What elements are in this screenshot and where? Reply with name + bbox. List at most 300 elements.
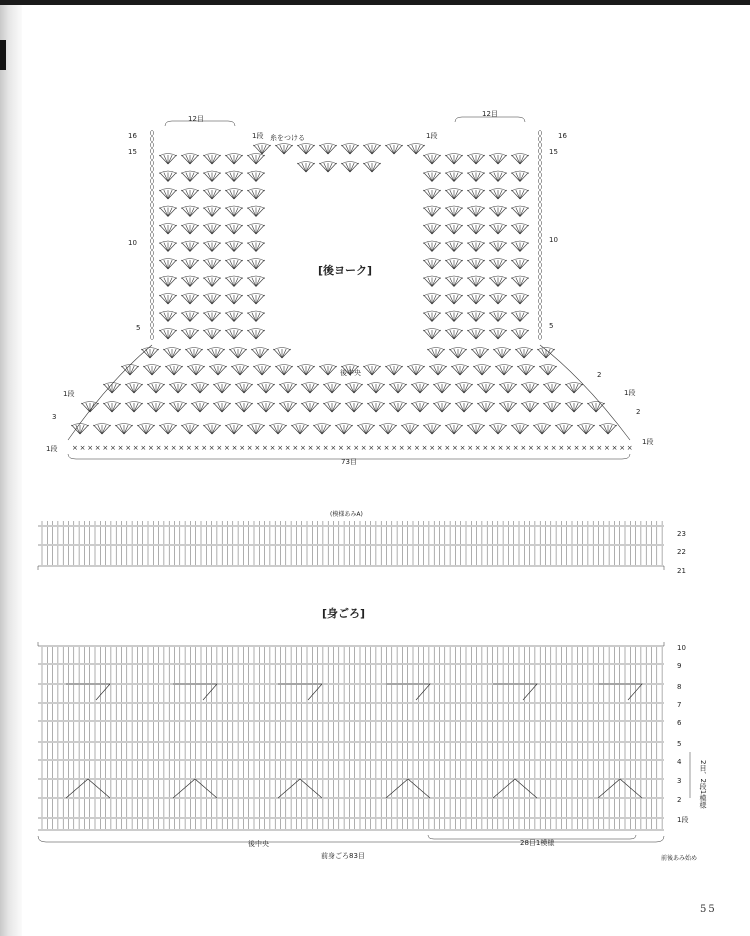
yoke-row-right-5: 5 (549, 322, 554, 330)
shell-stitch (489, 241, 507, 252)
shell-stitch (115, 424, 133, 435)
chain-stitch (151, 317, 154, 322)
shell-stitch (181, 311, 199, 322)
yoke-row-right-2a: 2 (597, 371, 602, 379)
shell-stitch (489, 276, 507, 287)
chain-stitch (151, 275, 154, 280)
shell-stitch (385, 365, 403, 376)
chain-stitch (151, 329, 154, 334)
shell-stitch (555, 424, 573, 435)
single-crochet-mark: × (383, 444, 390, 452)
chain-stitch (151, 149, 154, 154)
shell-stitch (433, 402, 451, 413)
single-crochet-mark: × (528, 444, 534, 452)
chain-stitch (151, 239, 154, 244)
shell-stitch (247, 276, 265, 287)
shell-stitch (335, 424, 353, 435)
single-crochet-mark: × (322, 444, 329, 452)
shell-stitch (511, 294, 529, 305)
shell-stitch (389, 402, 407, 413)
single-crochet-mark: × (224, 444, 230, 452)
shell-stitch (253, 365, 271, 376)
chain-stitch (539, 233, 542, 238)
shell-stitch (225, 241, 243, 252)
shell-stitch (181, 294, 199, 305)
shell-stitch (467, 171, 485, 182)
chain-stitch (151, 287, 154, 292)
shell-stitch (449, 348, 467, 359)
single-crochet-mark: × (125, 444, 132, 452)
shell-stitch (445, 206, 463, 217)
shell-stitch (247, 171, 265, 182)
chain-stitch (539, 191, 542, 196)
shell-stitch (203, 171, 221, 182)
shell-stitch (297, 144, 315, 155)
single-crochet-mark: × (300, 444, 306, 452)
shell-stitch (301, 383, 319, 394)
shell-stitch (345, 402, 363, 413)
shell-stitch (231, 365, 249, 376)
shell-stitch (225, 276, 243, 287)
yoke-row-right-2b: 2 (636, 408, 641, 416)
shell-stitch (467, 294, 485, 305)
shell-stitch (467, 154, 485, 165)
yoke-title: [後ヨーク] (318, 264, 373, 277)
shell-stitch (251, 348, 269, 359)
shell-stitch (423, 189, 441, 200)
shell-stitch (159, 311, 177, 322)
single-crochet-mark: × (315, 444, 322, 452)
yoke-join-note: 糸をつける (270, 134, 305, 142)
shell-stitch (473, 365, 491, 376)
single-crochet-mark: × (353, 444, 360, 452)
shell-stitch (511, 154, 529, 165)
shell-stitch (247, 294, 265, 305)
shell-stitch (159, 259, 177, 270)
single-crochet-mark: × (520, 444, 527, 452)
shell-stitch (257, 402, 275, 413)
shell-stitch (495, 365, 513, 376)
chain-stitch (151, 299, 154, 304)
chain-stitch (151, 131, 154, 136)
body-row-8: 8 (677, 683, 682, 691)
shell-stitch (121, 365, 139, 376)
single-crochet-mark: × (163, 444, 170, 452)
shell-stitch (599, 424, 617, 435)
shell-stitch (367, 383, 385, 394)
shell-stitch (181, 189, 199, 200)
shell-stitch (455, 402, 473, 413)
shell-stitch (467, 206, 485, 217)
single-crochet-mark: × (436, 444, 443, 452)
shell-stitch (467, 259, 485, 270)
chain-stitch (151, 185, 154, 190)
shell-stitch (489, 259, 507, 270)
shell-stitch (159, 276, 177, 287)
yoke-row-right-10: 10 (549, 236, 558, 244)
single-crochet-mark: × (398, 444, 405, 452)
shell-stitch (521, 383, 539, 394)
yoke-bottom-count: 73目 (341, 458, 357, 466)
body-row-3: 3 (677, 777, 682, 785)
body-row-5: 5 (677, 740, 682, 748)
shell-stitch (411, 402, 429, 413)
chain-stitch (539, 149, 542, 154)
body-row-2: 2 (677, 796, 682, 804)
yoke-row-left-base: 1段 (46, 445, 58, 453)
single-crochet-mark: × (474, 444, 481, 452)
single-crochet-mark: × (391, 444, 398, 452)
shell-stitch (445, 276, 463, 287)
shell-stitch (319, 162, 337, 173)
shell-stitch (301, 402, 319, 413)
body-gap (36, 570, 666, 642)
chain-stitch (539, 245, 542, 250)
motif-bottom (278, 779, 322, 798)
shell-stitch (489, 329, 507, 340)
chain-stitch (151, 233, 154, 238)
shell-stitch (257, 383, 275, 394)
chain-stitch (151, 143, 154, 148)
single-crochet-mark: × (421, 444, 428, 452)
shell-stitch (187, 365, 205, 376)
shell-stitch (467, 276, 485, 287)
shell-stitch (407, 144, 425, 155)
shell-stitch (477, 383, 495, 394)
shell-stitch (247, 206, 265, 217)
body-repeat-note: 2目、2段1模様 (699, 760, 707, 809)
shell-stitch (423, 424, 441, 435)
shell-stitch (445, 424, 463, 435)
body-row-4: 4 (677, 758, 682, 766)
body-row-21: 21 (677, 567, 686, 575)
yoke-row-left-5: 5 (136, 324, 141, 332)
shell-stitch (181, 329, 199, 340)
shell-stitch (587, 402, 605, 413)
yoke-row-left-3: 3 (52, 413, 57, 421)
single-crochet-mark: × (262, 444, 268, 452)
shell-stitch (565, 383, 583, 394)
shell-stitch (511, 224, 529, 235)
shell-stitch (533, 424, 551, 435)
body-start-note: 前後あみ始め (661, 855, 698, 862)
shell-stitch (159, 171, 177, 182)
shell-stitch (247, 241, 265, 252)
yoke-row-left-15: 15 (128, 148, 137, 156)
shell-stitch (477, 402, 495, 413)
body-pattern-repeat: 28目1模様 (520, 839, 555, 847)
single-crochet-mark: × (208, 444, 215, 452)
single-crochet-mark: × (292, 444, 299, 452)
single-crochet-mark: × (604, 444, 610, 452)
shell-stitch (341, 144, 359, 155)
shell-stitch (423, 206, 441, 217)
shell-stitch (159, 424, 177, 435)
chain-stitch (151, 191, 154, 196)
shell-stitch (323, 383, 341, 394)
shell-stitch (511, 329, 529, 340)
yoke-row-left-10: 10 (128, 239, 137, 247)
body-center-label: 後中央 (248, 840, 269, 848)
shell-stitch (225, 424, 243, 435)
page-number: 55 (700, 904, 717, 915)
shell-stitch (499, 402, 517, 413)
single-crochet-mark: × (94, 444, 101, 452)
shell-stitch (291, 424, 309, 435)
shell-stitch (511, 189, 529, 200)
shell-stitch (279, 402, 297, 413)
motif-bottom (66, 779, 110, 798)
single-crochet-mark: × (566, 444, 572, 452)
chain-stitch (151, 155, 154, 160)
shell-stitch (511, 241, 529, 252)
chain-stitch (539, 335, 542, 340)
shell-stitch (577, 424, 595, 435)
shell-stitch (499, 383, 517, 394)
shell-stitch (445, 224, 463, 235)
shell-stitch (229, 348, 247, 359)
shell-stitch (297, 365, 315, 376)
single-crochet-mark: × (619, 444, 626, 452)
single-crochet-mark: × (596, 444, 603, 452)
shell-stitch (159, 241, 177, 252)
shell-stitch (225, 154, 243, 165)
shell-stitch (467, 311, 485, 322)
shell-stitch (103, 402, 121, 413)
shell-stitch (181, 259, 199, 270)
shell-stitch (181, 241, 199, 252)
single-crochet-mark: × (193, 444, 200, 452)
chain-stitch (539, 269, 542, 274)
single-crochet-mark: × (246, 444, 253, 452)
shell-stitch (143, 365, 161, 376)
single-crochet-mark: × (360, 444, 367, 452)
chain-stitch (539, 257, 542, 262)
single-crochet-mark: × (330, 444, 337, 452)
body-row-23: 23 (677, 530, 686, 538)
shell-stitch (537, 348, 555, 359)
shell-stitch (511, 311, 529, 322)
chain-stitch (539, 203, 542, 208)
body-stitch-chart (36, 521, 690, 842)
shell-stitch (169, 402, 187, 413)
shell-stitch (445, 259, 463, 270)
yoke-row-right-16: 16 (558, 132, 567, 140)
shell-stitch (323, 402, 341, 413)
chain-stitch (151, 281, 154, 286)
shell-stitch (203, 241, 221, 252)
single-crochet-mark: × (368, 444, 375, 452)
single-crochet-mark: × (459, 444, 466, 452)
shell-stitch (423, 329, 441, 340)
shell-stitch (543, 402, 561, 413)
yoke-width-left: 12目 (188, 115, 204, 123)
single-crochet-mark: × (269, 444, 276, 452)
body-row-1: 1段 (677, 816, 689, 824)
shell-stitch (511, 206, 529, 217)
shell-stitch (203, 259, 221, 270)
shell-stitch (341, 162, 359, 173)
shell-stitch (275, 144, 293, 155)
shell-stitch (467, 189, 485, 200)
shell-stitch (247, 224, 265, 235)
single-crochet-mark: × (155, 444, 162, 452)
shell-stitch (191, 383, 209, 394)
shell-stitch (203, 294, 221, 305)
shell-stitch (521, 402, 539, 413)
shell-stitch (445, 311, 463, 322)
shell-stitch (225, 206, 243, 217)
chain-stitch (539, 323, 542, 328)
single-crochet-mark: × (231, 444, 238, 452)
single-crochet-mark: × (550, 444, 557, 452)
motif-top (493, 684, 537, 700)
shell-stitch (235, 402, 253, 413)
body-row-9: 9 (677, 662, 682, 670)
shell-stitch (191, 402, 209, 413)
shell-stitch (269, 424, 287, 435)
shell-stitch (159, 294, 177, 305)
shell-stitch (273, 348, 291, 359)
shell-stitch (423, 154, 441, 165)
shell-stitch (423, 224, 441, 235)
single-crochet-mark: × (345, 444, 352, 452)
body-total-count: 前身ごろ83目 (321, 852, 365, 860)
single-crochet-mark: × (490, 444, 496, 452)
single-crochet-mark: × (444, 444, 451, 452)
shell-stitch (423, 241, 441, 252)
single-crochet-mark: × (132, 444, 139, 452)
shell-stitch (275, 365, 293, 376)
single-crochet-mark: × (452, 444, 458, 452)
shell-stitch (389, 383, 407, 394)
chain-stitch (151, 137, 154, 142)
chain-stitch (151, 161, 154, 166)
single-crochet-mark: × (497, 444, 504, 452)
shell-stitch (319, 144, 337, 155)
single-crochet-mark: × (140, 444, 147, 452)
shell-stitch (379, 424, 397, 435)
single-crochet-mark: × (338, 444, 344, 452)
chain-stitch (539, 167, 542, 172)
shell-stitch (511, 276, 529, 287)
chain-stitch (539, 263, 542, 268)
single-crochet-mark: × (79, 444, 86, 452)
shell-stitch (493, 348, 511, 359)
shell-stitch (203, 224, 221, 235)
single-crochet-mark: × (110, 444, 116, 452)
motif-top (66, 684, 110, 700)
chain-stitch (539, 185, 542, 190)
chain-stitch (539, 143, 542, 148)
chain-stitch (539, 311, 542, 316)
shell-stitch (247, 311, 265, 322)
chain-stitch (539, 329, 542, 334)
chain-stitch (151, 227, 154, 232)
shell-stitch (363, 365, 381, 376)
chain-stitch (539, 155, 542, 160)
single-crochet-mark: × (254, 444, 261, 452)
shell-stitch (445, 171, 463, 182)
shell-stitch (225, 259, 243, 270)
shell-stitch (213, 383, 231, 394)
shell-stitch (225, 329, 243, 340)
shell-stitch (467, 329, 485, 340)
shell-stitch (147, 402, 165, 413)
chain-stitch (539, 299, 542, 304)
chain-stitch (539, 239, 542, 244)
shell-stitch (367, 402, 385, 413)
shell-stitch (203, 276, 221, 287)
chain-stitch (151, 209, 154, 214)
shell-stitch (539, 365, 557, 376)
chain-stitch (151, 197, 154, 202)
single-crochet-mark: × (117, 444, 124, 452)
shell-stitch (401, 424, 419, 435)
shell-stitch (445, 294, 463, 305)
single-crochet-mark: × (429, 444, 436, 452)
shell-stitch (181, 171, 199, 182)
single-crochet-mark: × (170, 444, 177, 452)
yoke-center-label: 後中央 (340, 369, 361, 377)
single-crochet-mark: × (505, 444, 512, 452)
yoke-row-right-1b: 1段 (642, 438, 654, 446)
shell-stitch (203, 329, 221, 340)
shell-stitch (203, 154, 221, 165)
shell-stitch (423, 276, 441, 287)
single-crochet-mark: × (482, 444, 489, 452)
chain-stitch (539, 227, 542, 232)
shell-stitch (411, 383, 429, 394)
shell-stitch (385, 144, 403, 155)
chain-stitch (539, 305, 542, 310)
shell-stitch (209, 365, 227, 376)
shell-stitch (467, 241, 485, 252)
shell-stitch (451, 365, 469, 376)
shell-stitch (213, 402, 231, 413)
shell-stitch (511, 171, 529, 182)
shell-stitch (125, 383, 143, 394)
shell-stitch (185, 348, 203, 359)
shell-stitch (565, 402, 583, 413)
single-crochet-mark: × (72, 444, 78, 452)
chain-stitch (539, 275, 542, 280)
chain-stitch (539, 197, 542, 202)
shell-stitch (225, 224, 243, 235)
shell-stitch (253, 144, 271, 155)
chain-stitch (539, 131, 542, 136)
chain-stitch (539, 137, 542, 142)
shell-stitch (247, 189, 265, 200)
shell-stitch (511, 424, 529, 435)
shell-stitch (423, 294, 441, 305)
single-crochet-mark: × (307, 444, 314, 452)
shell-stitch (489, 171, 507, 182)
shell-stitch (247, 424, 265, 435)
shell-stitch (423, 171, 441, 182)
chain-stitch (151, 323, 154, 328)
chain-stitch (151, 311, 154, 316)
body-row-10: 10 (677, 644, 686, 652)
single-crochet-mark: × (626, 444, 633, 452)
yoke-width-right: 12目 (482, 110, 498, 118)
shell-stitch (225, 294, 243, 305)
body-row-22: 22 (677, 548, 686, 556)
chain-stitch (151, 251, 154, 256)
shell-stitch (489, 206, 507, 217)
shell-stitch (517, 365, 535, 376)
chain-stitch (151, 269, 154, 274)
